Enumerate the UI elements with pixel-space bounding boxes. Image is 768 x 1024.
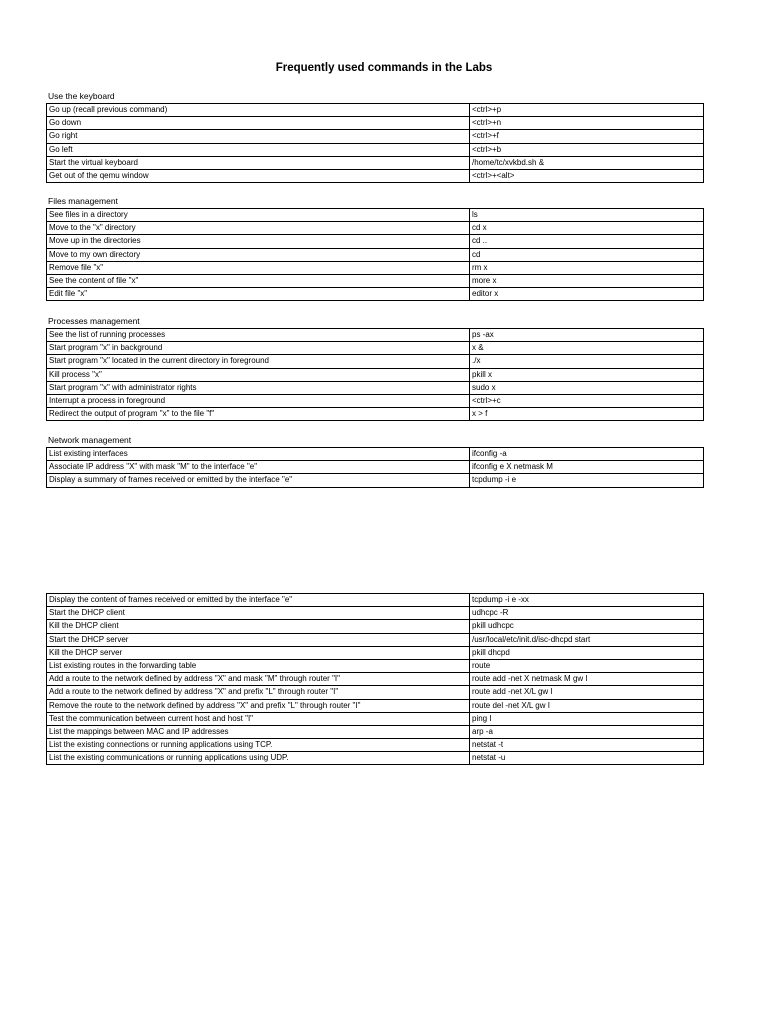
command-cell: tcpdump -i e -xx xyxy=(470,594,704,607)
table-row xyxy=(47,209,704,222)
command-cell: pkill x xyxy=(470,368,704,381)
table-row xyxy=(47,235,704,248)
table-row xyxy=(47,381,704,394)
table-row xyxy=(47,461,704,474)
table-row xyxy=(47,248,704,261)
table-row xyxy=(47,288,704,301)
table-row xyxy=(47,620,704,633)
command-cell: tcpdump -i e xyxy=(470,474,704,487)
section-heading: Files management xyxy=(48,196,118,206)
description-cell: Edit file "x" xyxy=(47,288,470,301)
section-processes-management xyxy=(46,315,704,421)
table-row xyxy=(47,408,704,421)
table-row xyxy=(47,261,704,274)
command-cell: arp -a xyxy=(470,725,704,738)
command-cell: cd x xyxy=(470,222,704,235)
command-cell: editor x xyxy=(470,288,704,301)
description-cell: Start the DHCP client xyxy=(47,607,470,620)
description-cell: Display a summary of frames received or emitted by the interface "e" xyxy=(47,474,470,487)
command-cell: x & xyxy=(470,342,704,355)
table-row xyxy=(47,448,704,461)
description-cell: Go right xyxy=(47,130,470,143)
description-cell: Add a route to the network defined by address "X" and prefix "L" through router "I" xyxy=(47,686,470,699)
description-cell: See the content of file "x" xyxy=(47,274,470,287)
command-table xyxy=(46,103,704,183)
description-cell: Start program "x" located in the current directory in foreground xyxy=(47,355,470,368)
command-table xyxy=(46,593,704,765)
command-cell: route xyxy=(470,659,704,672)
command-cell: pkill dhcpd xyxy=(470,646,704,659)
section-files-management xyxy=(46,195,704,301)
page-title: Frequently used commands in the Labs xyxy=(275,62,493,74)
description-cell: List the existing connections or running applications using TCP. xyxy=(47,739,470,752)
table-row xyxy=(47,474,704,487)
table-row xyxy=(47,646,704,659)
table-row xyxy=(47,329,704,342)
command-cell: ls xyxy=(470,209,704,222)
table-row xyxy=(47,156,704,169)
table-row xyxy=(47,699,704,712)
table-row xyxy=(47,143,704,156)
table-row xyxy=(47,686,704,699)
command-cell: netstat -u xyxy=(470,752,704,765)
table-row xyxy=(47,130,704,143)
command-cell: route del -net X/L gw I xyxy=(470,699,704,712)
command-table xyxy=(46,208,704,301)
table-row xyxy=(47,117,704,130)
command-cell: <ctrl>+c xyxy=(470,394,704,407)
command-cell: cd .. xyxy=(470,235,704,248)
description-cell: Go down xyxy=(47,117,470,130)
description-cell: Move to my own directory xyxy=(47,248,470,261)
description-cell: Get out of the qemu window xyxy=(47,169,470,182)
description-cell: Remove the route to the network defined by address "X" and prefix "L" through router "I" xyxy=(47,699,470,712)
table-row xyxy=(47,355,704,368)
command-cell: <ctrl>+b xyxy=(470,143,704,156)
command-table xyxy=(46,447,704,488)
command-cell: ping I xyxy=(470,712,704,725)
table-row xyxy=(47,673,704,686)
description-cell: Redirect the output of program "x" to the file "f" xyxy=(47,408,470,421)
description-cell: Test the communication between current host and host "I" xyxy=(47,712,470,725)
command-cell: route add -net X/L gw I xyxy=(470,686,704,699)
command-cell: route add -net X netmask M gw I xyxy=(470,673,704,686)
table-row xyxy=(47,752,704,765)
table-row xyxy=(47,368,704,381)
description-cell: Start the DHCP server xyxy=(47,633,470,646)
table-row xyxy=(47,222,704,235)
description-cell: Kill process "x" xyxy=(47,368,470,381)
command-cell: ./x xyxy=(470,355,704,368)
command-cell: more x xyxy=(470,274,704,287)
command-cell: ifconfig -a xyxy=(470,448,704,461)
command-table xyxy=(46,328,704,421)
table-row xyxy=(47,342,704,355)
command-cell: sudo x xyxy=(470,381,704,394)
command-cell: pkill udhcpc xyxy=(470,620,704,633)
command-cell: <ctrl>+f xyxy=(470,130,704,143)
section-heading: Use the keyboard xyxy=(48,91,115,101)
table-row xyxy=(47,659,704,672)
command-cell: <ctrl>+<alt> xyxy=(470,169,704,182)
table-row xyxy=(47,633,704,646)
description-cell: List existing interfaces xyxy=(47,448,470,461)
description-cell: Go up (recall previous command) xyxy=(47,104,470,117)
description-cell: List the mappings between MAC and IP addresses xyxy=(47,725,470,738)
table-row xyxy=(47,739,704,752)
description-cell: Interrupt a process in foreground xyxy=(47,394,470,407)
command-cell: <ctrl>+n xyxy=(470,117,704,130)
description-cell: List existing routes in the forwarding table xyxy=(47,659,470,672)
table-row xyxy=(47,607,704,620)
description-cell: Display the content of frames received or emitted by the interface "e" xyxy=(47,594,470,607)
section-heading: Processes management xyxy=(48,316,140,326)
command-cell: rm x xyxy=(470,261,704,274)
command-cell: /usr/local/etc/init.d/isc-dhcpd start xyxy=(470,633,704,646)
table-row xyxy=(47,394,704,407)
table-row xyxy=(47,169,704,182)
table-row xyxy=(47,104,704,117)
description-cell: Remove file "x" xyxy=(47,261,470,274)
description-cell: Kill the DHCP server xyxy=(47,646,470,659)
section-use-the-keyboard xyxy=(46,90,704,183)
description-cell: Add a route to the network defined by address "X" and mask "M" through router "I" xyxy=(47,673,470,686)
command-cell: netstat -t xyxy=(470,739,704,752)
table-row xyxy=(47,594,704,607)
command-cell: x > f xyxy=(470,408,704,421)
description-cell: List the existing communications or running applications using UDP. xyxy=(47,752,470,765)
command-cell: ps -ax xyxy=(470,329,704,342)
section-heading: Network management xyxy=(48,435,132,445)
description-cell: Associate IP address "X" with mask "M" to the interface "e" xyxy=(47,461,470,474)
description-cell: Kill the DHCP client xyxy=(47,620,470,633)
command-cell: udhcpc -R xyxy=(470,607,704,620)
command-cell: cd xyxy=(470,248,704,261)
command-cell: /home/tc/xvkbd.sh & xyxy=(470,156,704,169)
description-cell: See the list of running processes xyxy=(47,329,470,342)
description-cell: Move to the "x" directory xyxy=(47,222,470,235)
section-network-management xyxy=(46,434,704,488)
table-row xyxy=(47,725,704,738)
table-row xyxy=(47,712,704,725)
description-cell: Go left xyxy=(47,143,470,156)
description-cell: See files in a directory xyxy=(47,209,470,222)
description-cell: Start the virtual keyboard xyxy=(47,156,470,169)
table-row xyxy=(47,274,704,287)
description-cell: Move up in the directories xyxy=(47,235,470,248)
section-network-commands-continued xyxy=(46,593,704,765)
description-cell: Start program "x" in background xyxy=(47,342,470,355)
command-cell: <ctrl>+p xyxy=(470,104,704,117)
description-cell: Start program "x" with administrator rights xyxy=(47,381,470,394)
command-cell: ifconfig e X netmask M xyxy=(470,461,704,474)
